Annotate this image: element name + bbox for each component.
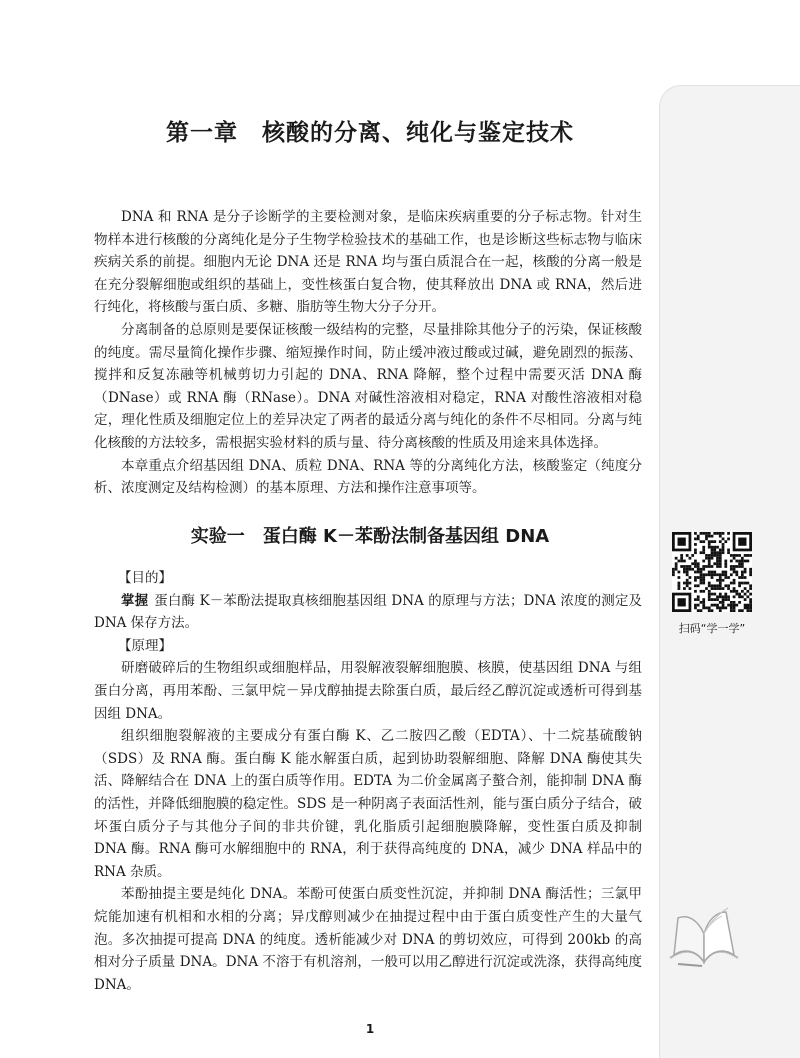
- experiment-section: [94, 567, 642, 996]
- intro-paragraph-3: 本章重点介绍基因组 DNA、质粒 DNA、RNA 等的分离纯化方法，核酸鉴定（纯度分析、浓度测定及结构检测）的基本原理、方法和操作注意事项等。: [94, 457, 642, 497]
- purpose-text: 蛋白酶 K－苯酚法提取真核细胞基因组 DNA 的原理与方法；DNA 浓度的测定及 DNA 保存方法。: [94, 592, 642, 632]
- experiment-title: 实验一 蛋白酶 K－苯酚法制备基因组 DNA: [190, 526, 550, 547]
- purpose-keyword: 掌握: [121, 592, 149, 609]
- intro-section: [94, 206, 642, 500]
- purpose-heading: 【目的】: [118, 570, 172, 586]
- principle-paragraph-1: 研磨破碎后的生物组织或细胞样品，用裂解液裂解细胞膜、核膜，使基因组 DNA 与组蛋白分离，再用苯酚、三氯甲烷－异戊醇抽提去除蛋白质，最后经乙醇沉淀或透析可得到基因组 DNA。: [94, 660, 642, 722]
- principle-paragraph-3: 苯酚抽提主要是纯化 DNA。苯酚可使蛋白质变性沉淀，并抑制 DNA 酶活性；三氯甲烷能加速有机相和水相的分离；异戊醇则减少在抽提过程中由于蛋白质变性产生的大量气泡。多次抽提可提高 DNA 的纯度。透析能减少对 DNA 的剪切效应，可得到 200kb 的高相对分子质量 DNA。DNA 不溶于有机溶剂，一般可以用乙醇进行沉淀或洗涤，获得高纯度 DNA。: [94, 886, 642, 993]
- open-book-icon: [664, 900, 744, 980]
- qr-caption: 扫码“学一学”: [678, 622, 746, 635]
- intro-paragraph-1: DNA 和 RNA 是分子诊断学的主要检测对象，是临床疾病重要的分子标志物。针对生物样本进行核酸的分离纯化是分子生物学检验技术的基础工作，也是诊断这些标志物与临床疾病关系的前提。细胞内无论 DNA 还是 RNA 均与蛋白质混合在一起，核酸的分离一般是在充分裂解细胞或组织的基础上，变性核蛋白复合物，使其释放出 DNA 或 RNA，然后进行纯化，将核酸与蛋白质、多糖、脂肪等生物大分子分开。: [94, 209, 642, 316]
- chapter-title: 第一章 核酸的分离、纯化与鉴定技术: [166, 119, 574, 146]
- page-number: 1: [365, 1022, 375, 1036]
- principle-paragraph-2: 组织细胞裂解液的主要成分有蛋白酶 K、乙二胺四乙酸（EDTA）、十二烷基硫酸钠（SDS）及 RNA 酶。蛋白酶 K 能水解蛋白质，起到协助裂解细胞、降解 DNA 酶使其失活、降解结合在 DNA 上的蛋白质等作用。EDTA 为二价金属离子螯合剂，能抑制 DNA 酶的活性，并降低细胞膜的稳定性。SDS 是一种阴离子表面活性剂，能与蛋白质分子结合，破坏蛋白质分子与其他分子间的非共价键，乳化脂质引起细胞膜降解，变性蛋白质及抑制 DNA 酶。RNA 酶可水解细胞中的 RNA，利于获得高纯度的 DNA，减少 DNA 样品中的 RNA 杂质。: [94, 728, 642, 880]
- qr-code-icon[interactable]: [672, 532, 752, 612]
- principle-heading: 【原理】: [118, 637, 172, 654]
- intro-paragraph-2: 分离制备的总原则是要保证核酸一级结构的完整，尽量排除其他分子的污染，保证核酸的纯度。需尽量简化操作步骤、缩短操作时间，防止缓冲液过酸或过碱，避免剧烈的振荡、搅拌和反复冻融等机械剪切力引起的 DNA、RNA 降解，整个过程中需要灭活 DNA 酶（DNase）或 RNA 酶（RNase）。DNA 对碱性溶液相对稳定，RNA 对酸性溶液相对稳定，理化性质及细胞定位上的差异决定了两者的最适分离与纯化的条件不尽相同。分离与纯化核酸的方法较多，需根据实验材料的质与量、待分离核酸的性质及用途来具体选择。: [94, 321, 642, 451]
- purpose-paragraph: [94, 590, 642, 635]
